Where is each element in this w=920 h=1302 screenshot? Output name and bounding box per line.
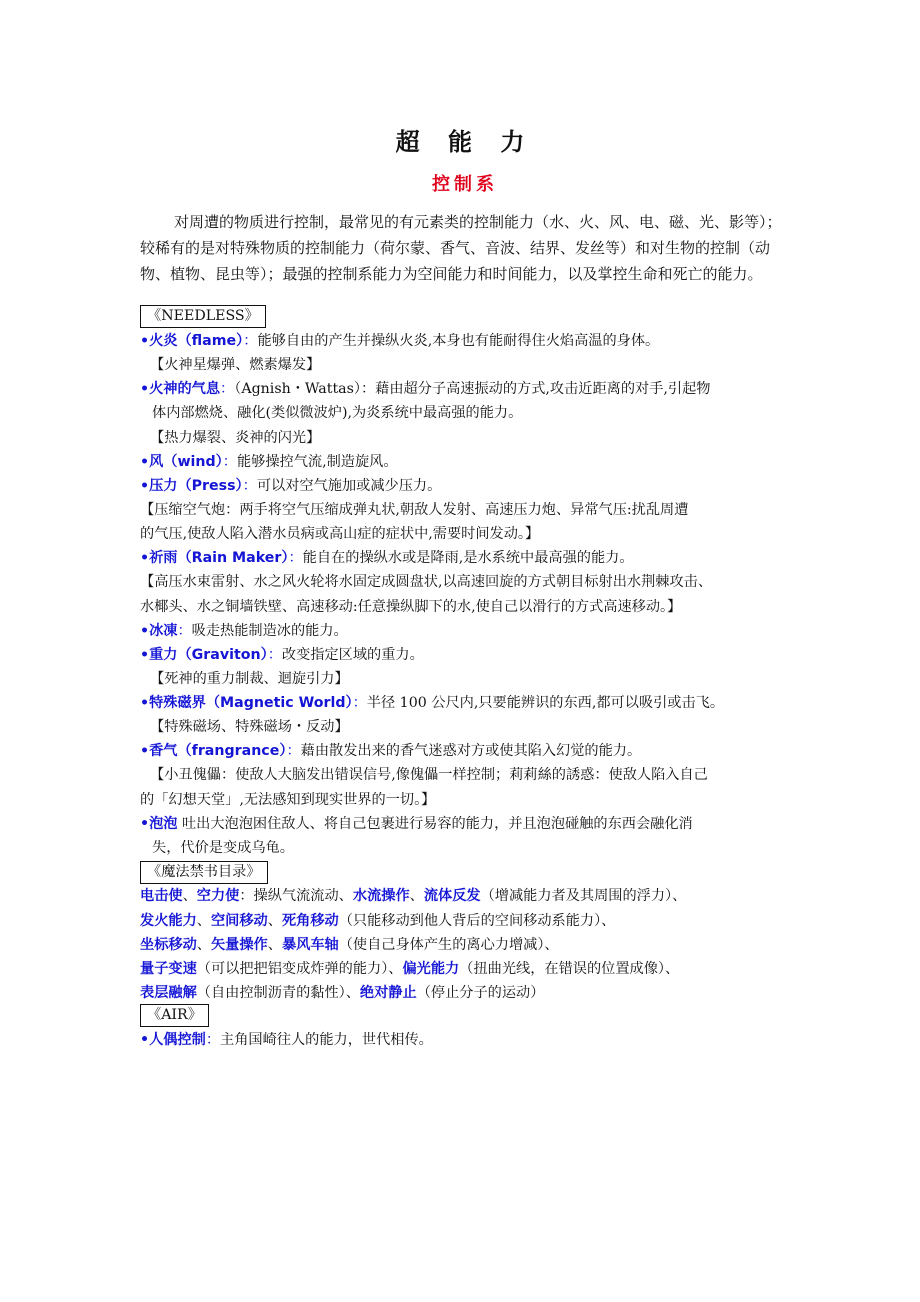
technique-list: 【高压水束雷射、水之风火轮将水固定成圆盘状,以高速回旋的方式朝目标射出水荆棘攻击、 <box>140 574 713 590</box>
technique-list: 【热力爆裂、炎神的闪光】 <box>150 430 321 446</box>
technique-list: 【小丑傀儡：使敌人大脑发出错误信号,像傀儡一样控制；莉莉絲的誘惑：使敌人陷入自己 <box>150 767 708 783</box>
ability-desc: （扭曲光线，在错误的位置成像）、 <box>459 961 680 977</box>
ability-desc: 能够自由的产生并操纵火炎,本身也有能耐得住火焰高温的身体。 <box>257 333 660 349</box>
ability-desc: 、 <box>409 888 424 904</box>
technique-list: 【死神的重力制裁、迴旋引力】 <box>150 671 349 687</box>
ability-colon: ： <box>177 623 192 639</box>
ability-name: 矢量操作 <box>210 937 268 953</box>
ability-name: 压力（Press） <box>149 478 243 494</box>
ability-desc: （只能移动到他人背后的空间移动系能力）、 <box>338 913 616 929</box>
ability-colon: ： <box>352 695 367 711</box>
ability-item <box>140 741 800 761</box>
ability-item <box>140 1030 800 1050</box>
ability-name: 发火能力 <box>140 913 197 929</box>
ability-desc: （增减能力者及其周围的浮力）、 <box>480 888 687 904</box>
ability-name: 风（wind） <box>149 454 223 470</box>
ability-name: 绝对静止 <box>359 985 417 1001</box>
ability-name: 空力使 <box>196 888 240 904</box>
ability-name: 人偶控制 <box>149 1032 206 1048</box>
ability-item <box>140 693 800 713</box>
ability-name: 火炎（flame） <box>149 333 244 349</box>
ability-name: 泡泡 <box>149 816 178 832</box>
bullet-icon: • <box>140 695 150 711</box>
ability-name: 电击使 <box>140 888 183 904</box>
ability-desc-cont: 体内部燃烧、融化(类似微波炉),为炎系统中最高强的能力。 <box>152 405 523 421</box>
ability-name: 水流操作 <box>352 888 410 904</box>
bullet-icon: • <box>140 550 150 566</box>
technique-list-cont: 的「幻想天堂」,无法感知到现实世界的一切。】 <box>140 792 436 808</box>
ability-name: 空间移动 <box>210 913 268 929</box>
index-line <box>140 959 800 979</box>
ability-name: 重力（Graviton） <box>149 647 268 663</box>
index-line <box>140 983 800 1003</box>
bullet-icon: • <box>140 333 150 349</box>
ability-name: 特殊磁界（Magnetic World） <box>149 695 353 711</box>
bullet-icon: • <box>140 381 150 397</box>
ability-desc: （Agnish・Wattas）：藉由超分子高速振动的方式,攻击近距离的对手,引起物 <box>234 381 711 397</box>
ability-desc: （停止分子的运动） <box>416 985 545 1001</box>
ability-desc: （使自己身体产生的离心力增减）、 <box>338 937 559 953</box>
ability-colon: ： <box>205 1032 221 1048</box>
ability-desc: 能自在的操纵水或是降雨,是水系统中最高强的能力。 <box>302 550 634 566</box>
ability-name: 死角移动 <box>281 913 339 929</box>
bullet-icon: • <box>140 647 150 663</box>
bullet-icon: • <box>140 1032 150 1048</box>
technique-list-cont: 的气压,使敌人陷入潜水员病或高山症的症状中,需要时间发动。】 <box>140 526 540 542</box>
ability-colon: ： <box>220 381 235 397</box>
section-header-air: 《AIR》 <box>140 1004 209 1027</box>
technique-list: 【火神星爆弹、燃素爆发】 <box>150 357 321 373</box>
ability-desc: 、 <box>267 937 282 953</box>
index-line <box>140 886 800 906</box>
ability-colon: ： <box>267 647 282 663</box>
technique-list-cont: 水椰头、水之铜墙铁壁、高速移动:任意操纵脚下的水,使自己以滑行的方式高速移动。】 <box>140 599 682 615</box>
intro-paragraph: 对周遭的物质进行控制，最常见的有元素类的控制能力（水、火、风、电、磁、光、影等）；较稀有的是对特殊物质的控制能力（荷尔蒙、香气、音波、结界、发丝等）和对生物的控制（动物、植物、昆虫等）；最强的控制系能力为空间能力和时间能力，以及掌控生命和死亡的能力。 <box>140 213 782 283</box>
ability-item <box>140 645 800 665</box>
ability-desc: （可以把把铝变成炸弹的能力）、 <box>196 961 403 977</box>
ability-item <box>140 452 800 472</box>
ability-item <box>140 548 800 568</box>
ability-item <box>140 331 800 351</box>
technique-list: 【压缩空气炮：两手将空气压缩成弹丸状,朝敌人发射、高速压力炮、异常气压:扰乱周遭 <box>140 502 689 518</box>
bullet-icon: • <box>140 816 150 832</box>
ability-desc: 藉由散发出来的香气迷惑对方或使其陷入幻觉的能力。 <box>300 743 642 759</box>
ability-colon: ： <box>288 550 303 566</box>
section-header-index: 《魔法禁书目录》 <box>140 861 268 884</box>
ability-name: 表层融解 <box>140 985 197 1001</box>
ability-name: 流体反发 <box>423 888 481 904</box>
ability-desc: 半径 100 公尺内,只要能辨识的东西,都可以吸引或击飞。 <box>366 695 725 711</box>
ability-desc: 、 <box>182 888 197 904</box>
ability-name: 暴风车轴 <box>281 937 339 953</box>
ability-name: 偏光能力 <box>402 961 460 977</box>
bullet-icon: • <box>140 743 150 759</box>
index-line <box>140 935 800 955</box>
section-header-needless: 《NEEDLESS》 <box>140 305 266 328</box>
ability-colon: ： <box>242 478 257 494</box>
ability-desc: 能够操控气流,制造旋风。 <box>236 454 398 470</box>
index-line <box>140 911 800 931</box>
ability-name: 香气（frangrance） <box>149 743 287 759</box>
technique-list: 【特殊磁场、特殊磁场・反动】 <box>150 719 349 735</box>
ability-desc: ：操纵气流流动、 <box>239 888 353 904</box>
ability-desc-cont: 失，代价是变成乌龟。 <box>152 840 294 856</box>
page-subtitle: 控制系 <box>432 174 498 195</box>
ability-name: 冰凍 <box>149 623 178 639</box>
ability-desc: 可以对空气施加或减少压力。 <box>256 478 442 494</box>
ability-desc: 、 <box>196 937 211 953</box>
bullet-icon: • <box>140 454 150 470</box>
ability-name: 量子变速 <box>140 961 197 977</box>
ability-colon: ： <box>286 743 301 759</box>
bullet-icon: • <box>140 478 150 494</box>
ability-name: 火神的气息 <box>149 381 221 397</box>
ability-colon: ： <box>222 454 237 470</box>
ability-desc: 改变指定区域的重力。 <box>281 647 424 663</box>
ability-item <box>140 814 800 834</box>
ability-desc: 吐出大泡泡困住敌人、将自己包裹进行易容的能力，并且泡泡碰触的东西会融化消 <box>177 816 693 832</box>
ability-item <box>140 379 800 399</box>
bullet-icon: • <box>140 623 150 639</box>
ability-desc: （自由控制沥青的黏性）、 <box>196 985 360 1001</box>
ability-item <box>140 621 800 641</box>
ability-colon: ： <box>243 333 258 349</box>
page-title: 超 能 力 <box>395 128 535 156</box>
ability-name: 坐标移动 <box>140 937 197 953</box>
ability-name: 祈雨（Rain Maker） <box>149 550 289 566</box>
ability-desc: 主角国崎往人的能力，世代相传。 <box>220 1032 433 1048</box>
ability-desc: 、 <box>267 913 282 929</box>
ability-desc: 吸走热能制造冰的能力。 <box>191 623 348 639</box>
ability-item <box>140 476 800 496</box>
ability-desc: 、 <box>196 913 211 929</box>
